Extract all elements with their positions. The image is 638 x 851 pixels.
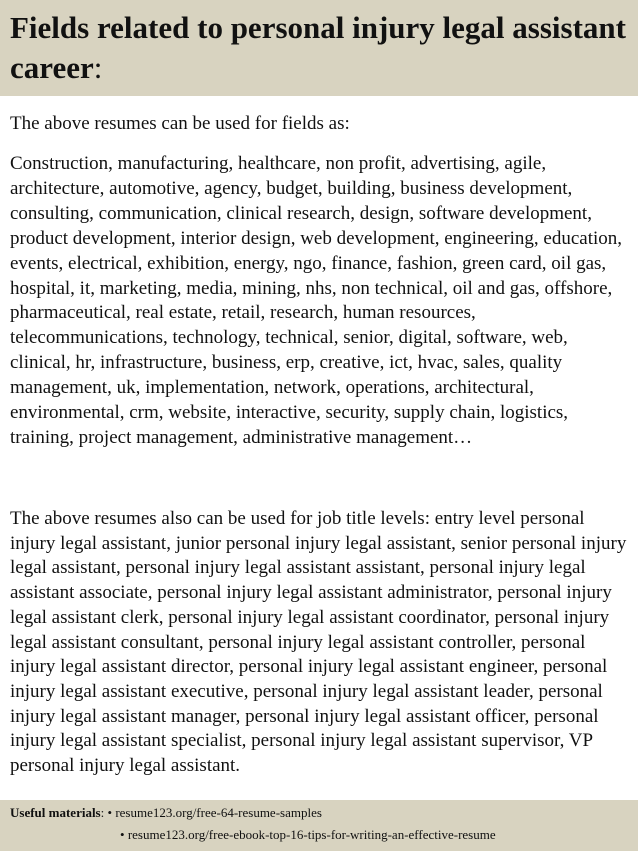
resume-samples-link[interactable]: resume123.org/free-64-resume-samples	[115, 805, 322, 820]
title-banner	[0, 0, 638, 96]
page-title-colon: :	[93, 50, 103, 85]
bullet-icon: •	[107, 805, 113, 820]
ebook-tips-link[interactable]: resume123.org/free-ebook-top-16-tips-for-writing-an-effective-resume	[127, 827, 496, 842]
intro-text: The above resumes can be used for fields as:	[10, 113, 350, 134]
bullet-icon: •	[120, 827, 125, 842]
useful-materials-label: Useful materials	[10, 805, 101, 820]
job-titles-section	[0, 507, 638, 800]
footer-banner	[0, 800, 638, 851]
fields-paragraph: Construction, manufacturing, healthcare, non profit, advertising, agile, architecture, automotive, agency, budget, building, business development, consulting, communication, clinical research, design, software development, product development, interior design, web development, engineering, education, events, electrical, exhibition, energy, ngo, finance, fashion, green card, oil gas, hospital, it, marketing, media, mining, nhs, non technical, oil and gas, offshore, pharmaceutical, real estate, retail, research, human resources, telecommunications, technology, technical, senior, digital, software, web, clinical, hr, infrastructure, business, erp, creative, ict, hvac, sales, quality management, uk, implementation, network, operations, architectural, environmental, crm, website, interactive, security, supply chain, logistics, training, project management, administrative management…	[10, 153, 623, 448]
page-title	[10, 8, 630, 88]
footer-row-2	[10, 826, 638, 844]
footer-row-1	[10, 804, 638, 822]
useful-materials-colon: :	[100, 805, 105, 820]
job-titles-paragraph: The above resumes also can be used for job title levels: entry level personal injury legal assistant, junior personal injury legal assistant, senior personal injury legal assistant, personal injury legal assistant assistant, personal injury legal assistant associate, personal injury legal assistant administrator, personal injury legal assistant clerk, personal injury legal assistant coordinator, personal injury legal assistant consultant, personal injury legal assistant controller, personal injury legal assistant director, personal injury legal assistant engineer, personal injury legal assistant executive, personal injury legal assistant leader, personal injury legal assistant manager, personal injury legal assistant officer, personal injury legal assistant specialist, personal injury legal assistant supervisor, VP personal injury legal assistant.	[10, 508, 627, 777]
page-title-text: Fields related to personal injury legal assistant career	[10, 10, 626, 85]
